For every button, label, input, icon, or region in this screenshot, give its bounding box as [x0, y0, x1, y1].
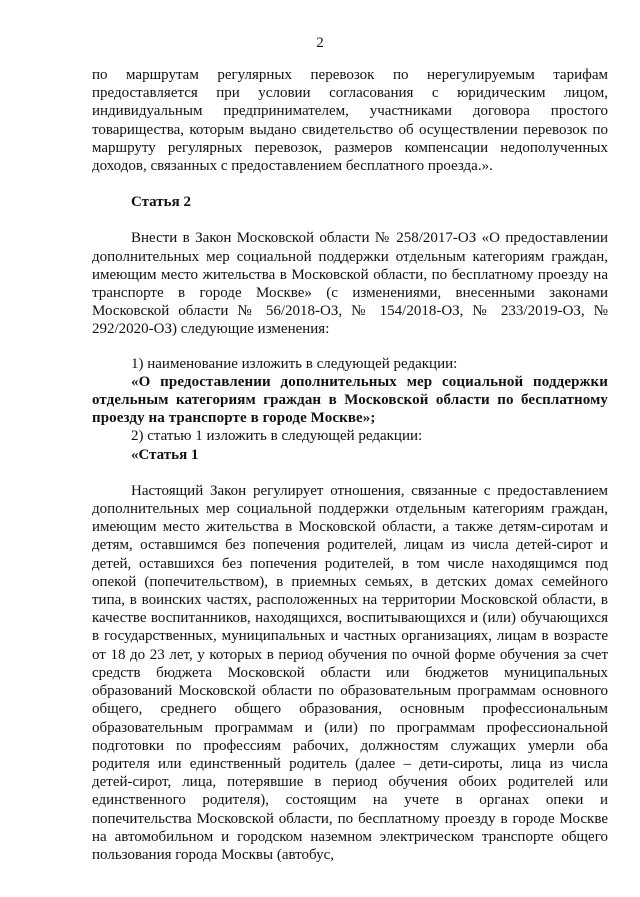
article-2-heading: Статья 2: [131, 194, 191, 211]
spacer: [92, 211, 608, 229]
spacer: [92, 464, 608, 482]
new-law-title: «О предоставлении дополнительных мер социальной поддержки отдельным категориям граждан в Московской области по бесплатному проезду на транспорте в городе Москве»;: [92, 373, 608, 427]
amendment-item-1: 1) наименование изложить в следующей редакции:: [131, 355, 458, 372]
spacer: [92, 339, 608, 355]
document-body: [92, 66, 608, 864]
spacer: [92, 175, 608, 193]
amendment-item-2: 2) статью 1 изложить в следующей редакции:: [131, 428, 423, 445]
article-1-heading: «Статья 1: [131, 446, 199, 463]
article-1-body: Настоящий Закон регулирует отношения, связанные с предоставлением дополнительных мер социальной поддержки отдельным категориям граждан, имеющим место жительства в Московской области, а также детям-сиротам и детям, оставшимся без попечения родителей, лицам из числа детей-сирот и детей, оставшихся без попечения родителей, в том числе находящимся под опекой (попечительством), в приемных семьях, в детских домах семейного типа, в воинских частях, расположенных на территории Московской области, в качестве воспитанников, находящихся, воспитывающихся и (или) обучающихся в государственных, муниципальных и частных организациях, лицам в возрасте от 18 до 23 лет, у которых в период обучения по очной форме обучения за счет средств бюджета Московской области или бюджетов муниципальных образований Московской области по образовательным программам основного общего, среднего общего образования, основным профессиональным образовательным программам и (или) по программам профессиональной подготовки по профессиям рабочих, должностям служащих умерли оба родителя или единственный родитель (далее – дети-сироты, лица из числа детей-сирот, лица, потерявшие в период обучения обоих родителей или единственного родителя), состоящим на учете в органах опеки и попечительства Московской области, по бесплатному проезду в городе Москве на автомобильном и городском наземном электрическом транспорте общего пользования города Москвы (автобус,: [92, 482, 608, 863]
page-number: 2: [316, 35, 324, 51]
paragraph-continuation: по маршрутам регулярных перевозок по нерегулируемым тарифам предоставляется при условии согласования с юридическим лицом, индивидуальным предпринимателем, участниками договора простого товарищества, которым выдано свидетельство об осуществлении перевозок по маршруту регулярных перевозок, размеров компенсации недополученных доходов, связанных с предоставлением бесплатного проезда.».: [92, 67, 608, 175]
article-2-intro: Внести в Закон Московской области № 258/2017-ОЗ «О предоставлении дополнительных мер социальной поддержки отдельным категориям граждан, имеющим место жительства в Московской области, по бесплатному проезду на транспорте в городе Москве» (с изменениями, внесенными законами Московской области № 56/2018-ОЗ, № 154/2018-ОЗ, № 233/2019-ОЗ, № 292/2020-ОЗ) следующие изменения:: [92, 230, 608, 338]
